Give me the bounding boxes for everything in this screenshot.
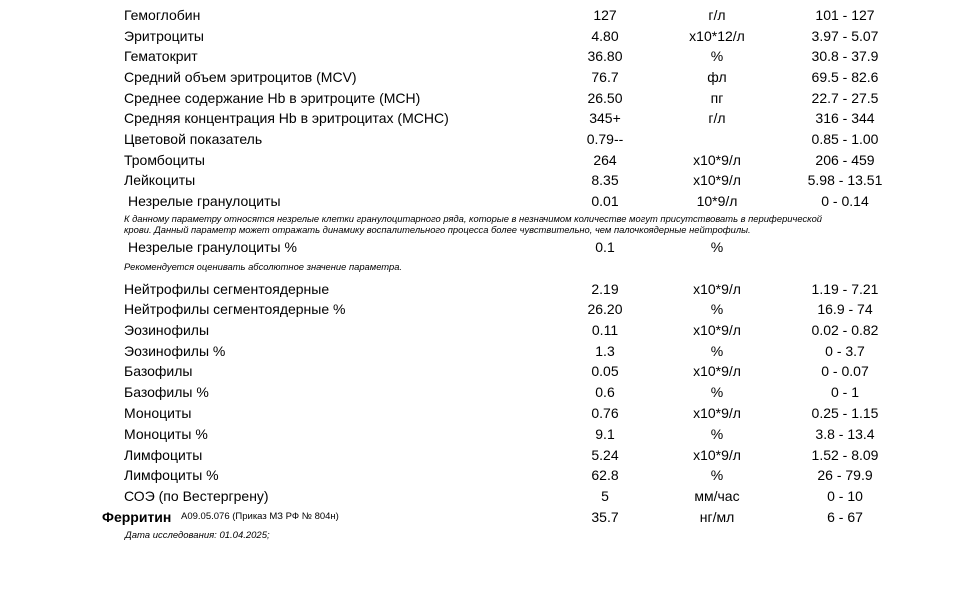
table-row xyxy=(0,424,967,444)
test-unit: x10*9/л xyxy=(693,172,741,188)
table-row xyxy=(0,279,967,299)
test-value: 0.6 xyxy=(595,384,615,400)
test-reference: 0 - 10 xyxy=(827,488,863,504)
test-name: Эозинофилы % xyxy=(124,343,226,359)
test-name: Моноциты % xyxy=(124,426,208,442)
table-row xyxy=(0,382,967,402)
test-name: Незрелые гранулоциты xyxy=(128,193,281,209)
test-value: 8.35 xyxy=(591,172,619,188)
test-value: 0.1 xyxy=(595,239,615,255)
test-unit: г/л xyxy=(708,110,726,126)
test-name: Средняя концентрация Hb в эритроцитах (MCHC) xyxy=(124,110,449,126)
test-name: Средний объем эритроцитов (MCV) xyxy=(124,69,357,85)
ferritin-code: A09.05.076 (Приказ МЗ РФ № 804н) xyxy=(181,511,339,522)
test-reference: 1.52 - 8.09 xyxy=(811,447,879,463)
table-row xyxy=(0,341,967,361)
test-value: 264 xyxy=(593,152,617,168)
test-name: Базофилы % xyxy=(124,384,209,400)
test-reference: 5.98 - 13.51 xyxy=(807,172,883,188)
table-row xyxy=(0,191,967,211)
test-name: Лейкоциты xyxy=(124,172,196,188)
test-reference: 316 - 344 xyxy=(815,110,875,126)
ferritin-unit: нг/мл xyxy=(699,509,735,525)
test-name: Моноциты xyxy=(124,405,192,421)
test-value: 62.8 xyxy=(591,467,619,483)
test-value: 0.01 xyxy=(591,193,619,209)
test-reference: 206 - 459 xyxy=(815,152,875,168)
test-unit: % xyxy=(710,48,724,64)
table-row xyxy=(0,465,967,485)
test-value: 0.11 xyxy=(591,322,619,338)
test-unit: x10*9/л xyxy=(693,281,741,297)
test-value: 0.76 xyxy=(591,405,619,421)
table-row xyxy=(0,46,967,66)
test-name: Базофилы xyxy=(124,363,193,379)
test-unit: % xyxy=(710,384,724,400)
test-name: Цветовой показатель xyxy=(124,131,263,147)
test-value: 5.24 xyxy=(591,447,619,463)
immature-granulocytes-pct-note: Рекомендуется оценивать абсолютное значение параметра. xyxy=(124,261,403,272)
test-unit: % xyxy=(710,467,724,483)
test-unit: 10*9/л xyxy=(696,193,738,209)
test-unit: x10*9/л xyxy=(693,405,741,421)
test-value: 76.7 xyxy=(591,69,619,85)
table-row xyxy=(0,88,967,108)
test-unit: x10*12/л xyxy=(689,28,745,44)
test-reference: 0 - 3.7 xyxy=(825,343,865,359)
test-value: 26.20 xyxy=(587,301,623,317)
ferritin-name: Ферритин xyxy=(102,509,172,525)
test-unit: x10*9/л xyxy=(693,152,741,168)
test-reference: 101 - 127 xyxy=(815,7,875,23)
test-reference: 0 - 1 xyxy=(830,384,859,400)
test-unit: x10*9/л xyxy=(693,447,741,463)
table-row xyxy=(0,445,967,465)
test-name: Незрелые гранулоциты % xyxy=(128,239,297,255)
test-reference: 3.97 - 5.07 xyxy=(811,28,879,44)
table-row xyxy=(0,26,967,46)
table-row xyxy=(0,299,967,319)
table-row xyxy=(0,486,967,506)
table-row xyxy=(0,237,967,257)
test-name: Нейтрофилы сегментоядерные xyxy=(124,281,330,297)
test-name: Гемоглобин xyxy=(124,7,201,23)
test-name: Гематокрит xyxy=(124,48,198,64)
table-row xyxy=(0,108,967,128)
test-reference: 1.19 - 7.21 xyxy=(811,281,879,297)
test-reference: 0.25 - 1.15 xyxy=(811,405,879,421)
note-line: крови. Данный параметр может отражать динамику воспалительного процесса более чувствительно, чем палочкоядерные нейтрофилы. xyxy=(124,224,751,235)
test-unit: пг xyxy=(710,90,724,106)
table-row xyxy=(0,320,967,340)
test-unit: % xyxy=(710,343,724,359)
test-unit: x10*9/л xyxy=(693,363,741,379)
test-value: 0.05 xyxy=(591,363,619,379)
test-unit: % xyxy=(710,239,724,255)
test-name: СОЭ (по Вестергрену) xyxy=(124,488,269,504)
test-unit: % xyxy=(710,301,724,317)
ferritin-reference: 6 - 67 xyxy=(827,509,863,525)
test-value: 4.80 xyxy=(591,28,619,44)
ferritin-row xyxy=(0,507,967,527)
test-reference: 26 - 79.9 xyxy=(817,467,873,483)
test-value: 0.79-- xyxy=(586,131,624,147)
test-value: 2.19 xyxy=(591,281,619,297)
test-unit: мм/час xyxy=(694,488,740,504)
test-unit: г/л xyxy=(708,7,726,23)
test-reference: 69.5 - 82.6 xyxy=(811,69,879,85)
test-value: 26.50 xyxy=(587,90,623,106)
test-name: Эозинофилы xyxy=(124,322,210,338)
table-row xyxy=(0,361,967,381)
test-reference: 0 - 0.14 xyxy=(821,193,869,209)
test-reference: 22.7 - 27.5 xyxy=(811,90,879,106)
immature-granulocytes-note xyxy=(124,213,939,235)
table-row xyxy=(0,403,967,423)
test-name: Нейтрофилы сегментоядерные % xyxy=(124,301,346,317)
table-row xyxy=(0,5,967,25)
table-row xyxy=(0,170,967,190)
test-value: 345+ xyxy=(589,110,621,126)
test-name: Лимфоциты % xyxy=(124,467,219,483)
study-date: Дата исследования: 01.04.2025; xyxy=(125,530,270,541)
test-reference: 16.9 - 74 xyxy=(817,301,873,317)
table-row xyxy=(0,150,967,170)
table-row xyxy=(0,67,967,87)
test-name: Среднее содержание Hb в эритроците (MCH) xyxy=(124,90,421,106)
test-reference: 3.8 - 13.4 xyxy=(815,426,875,442)
test-reference: 0.85 - 1.00 xyxy=(811,131,879,147)
test-value: 127 xyxy=(593,7,617,23)
test-unit: % xyxy=(710,426,724,442)
test-reference: 0 - 0.07 xyxy=(821,363,869,379)
test-value: 36.80 xyxy=(587,48,623,64)
test-value: 9.1 xyxy=(595,426,615,442)
test-unit: x10*9/л xyxy=(693,322,741,338)
note-line: К данному параметру относятся незрелые клетки гранулоцитарного ряда, которые в незначимом количестве могут присутствовать в периферической xyxy=(124,213,823,224)
test-name: Лимфоциты xyxy=(124,447,203,463)
table-row xyxy=(0,129,967,149)
test-name: Тромбоциты xyxy=(124,152,205,168)
test-reference: 30.8 - 37.9 xyxy=(811,48,879,64)
test-name: Эритроциты xyxy=(124,28,204,44)
ferritin-value: 35.7 xyxy=(591,509,619,525)
test-reference: 0.02 - 0.82 xyxy=(811,322,879,338)
test-value: 5 xyxy=(601,488,609,504)
test-value: 1.3 xyxy=(595,343,615,359)
test-unit: фл xyxy=(707,69,727,85)
